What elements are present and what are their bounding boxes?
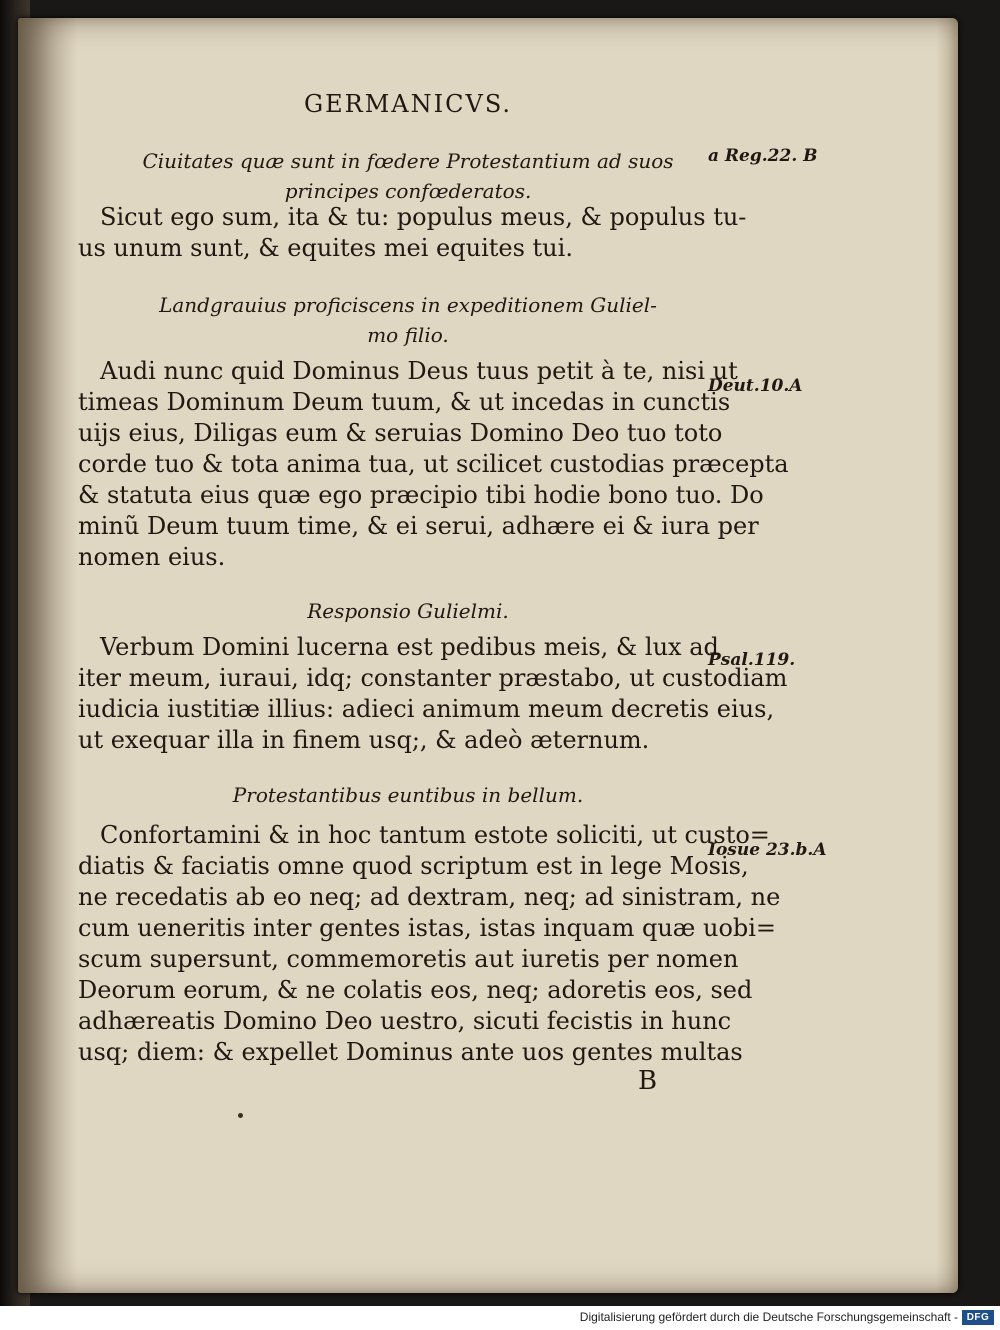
book-page: [18, 18, 958, 1293]
text-line: us unum sunt, & equites mei equites tui.: [78, 234, 573, 262]
margin-note: Psal.119.: [708, 650, 796, 670]
text-line: diatis & faciatis omne quod scriptum est in lege Mosis,: [78, 852, 749, 880]
heading-line: Ciuitates quæ sunt in fœdere Protestantium ad suos: [142, 149, 674, 173]
ink-speck: [238, 1113, 243, 1118]
margin-note: Deut.10.A: [708, 376, 803, 396]
section-heading: [128, 146, 688, 206]
heading-line: Landgrauius proficiscens in expeditionem Guliel-: [159, 293, 657, 317]
text-line: corde tuo & tota anima tua, ut scilicet custodias præcepta: [78, 450, 789, 478]
text-line: uijs eius, Diligas eum & seruias Domino Deo tuo toto: [78, 419, 723, 447]
signature-mark: B: [638, 1066, 658, 1096]
text-line: Verbum Domini lucerna est pedibus meis, & lux ad: [100, 633, 719, 661]
text-line: usq; diem: & expellet Dominus ante uos gentes multas: [78, 1038, 743, 1066]
section-heading: [128, 290, 688, 350]
text-line: cum ueneritis inter gentes istas, istas inquam quæ uobi=: [78, 914, 777, 942]
text-line: nomen eius.: [78, 543, 226, 571]
section-heading: [128, 596, 688, 626]
section-heading: [128, 780, 688, 810]
text-line: minũ Deum tuum time, & ei serui, adhære ei & iura per: [78, 512, 759, 540]
text-line: adhæreatis Domino Deo uestro, sicuti fecistis in hunc: [78, 1007, 732, 1035]
heading-line: Protestantibus euntibus in bellum.: [232, 783, 584, 807]
text-line: Deorum eorum, & ne colatis eos, neq; adoretis eos, sed: [78, 976, 753, 1004]
text-line: ut exequar illa in finem usq;, & adeò æternum.: [78, 726, 650, 754]
heading-line: principes confœderatos.: [284, 179, 532, 203]
margin-note: Iosue 23.b.A: [708, 840, 827, 860]
heading-line: Responsio Gulielmi.: [307, 599, 509, 623]
text-line: timeas Dominum Deum tuum, & ut incedas in cunctis: [78, 388, 731, 416]
text-line: Audi nunc quid Dominus Deus tuus petit à te, nisi ut: [100, 357, 738, 385]
footer-credit: Digitalisierung gefördert durch die Deutsche Forschungsgemeinschaft -: [579, 1310, 958, 1324]
margin-note: a Reg.22. B: [708, 146, 818, 166]
text-line: Sicut ego sum, ita & tu: populus meus, & populus tu-: [100, 203, 747, 231]
dfg-logo-icon[interactable]: DFG: [962, 1310, 994, 1325]
running-head: GERMANICVS.: [303, 90, 513, 118]
heading-line: mo filio.: [367, 323, 449, 347]
text-line: ne recedatis ab eo neq; ad dextram, neq; ad sinistram, ne: [78, 883, 781, 911]
footer-bar: [0, 1306, 1000, 1330]
text-line: & statuta eius quæ ego præcipio tibi hodie bono tuo. Do: [78, 481, 764, 509]
text-line: iudicia iustitiæ illius: adieci animum meum decretis eius,: [78, 695, 775, 723]
text-line: iter meum, iuraui, idq; constanter præstabo, ut custodiam: [78, 664, 788, 692]
text-line: scum supersunt, commemoretis aut iuretis per nomen: [78, 945, 739, 973]
text-line: Confortamini & in hoc tantum estote soliciti, ut custo=: [100, 821, 770, 849]
